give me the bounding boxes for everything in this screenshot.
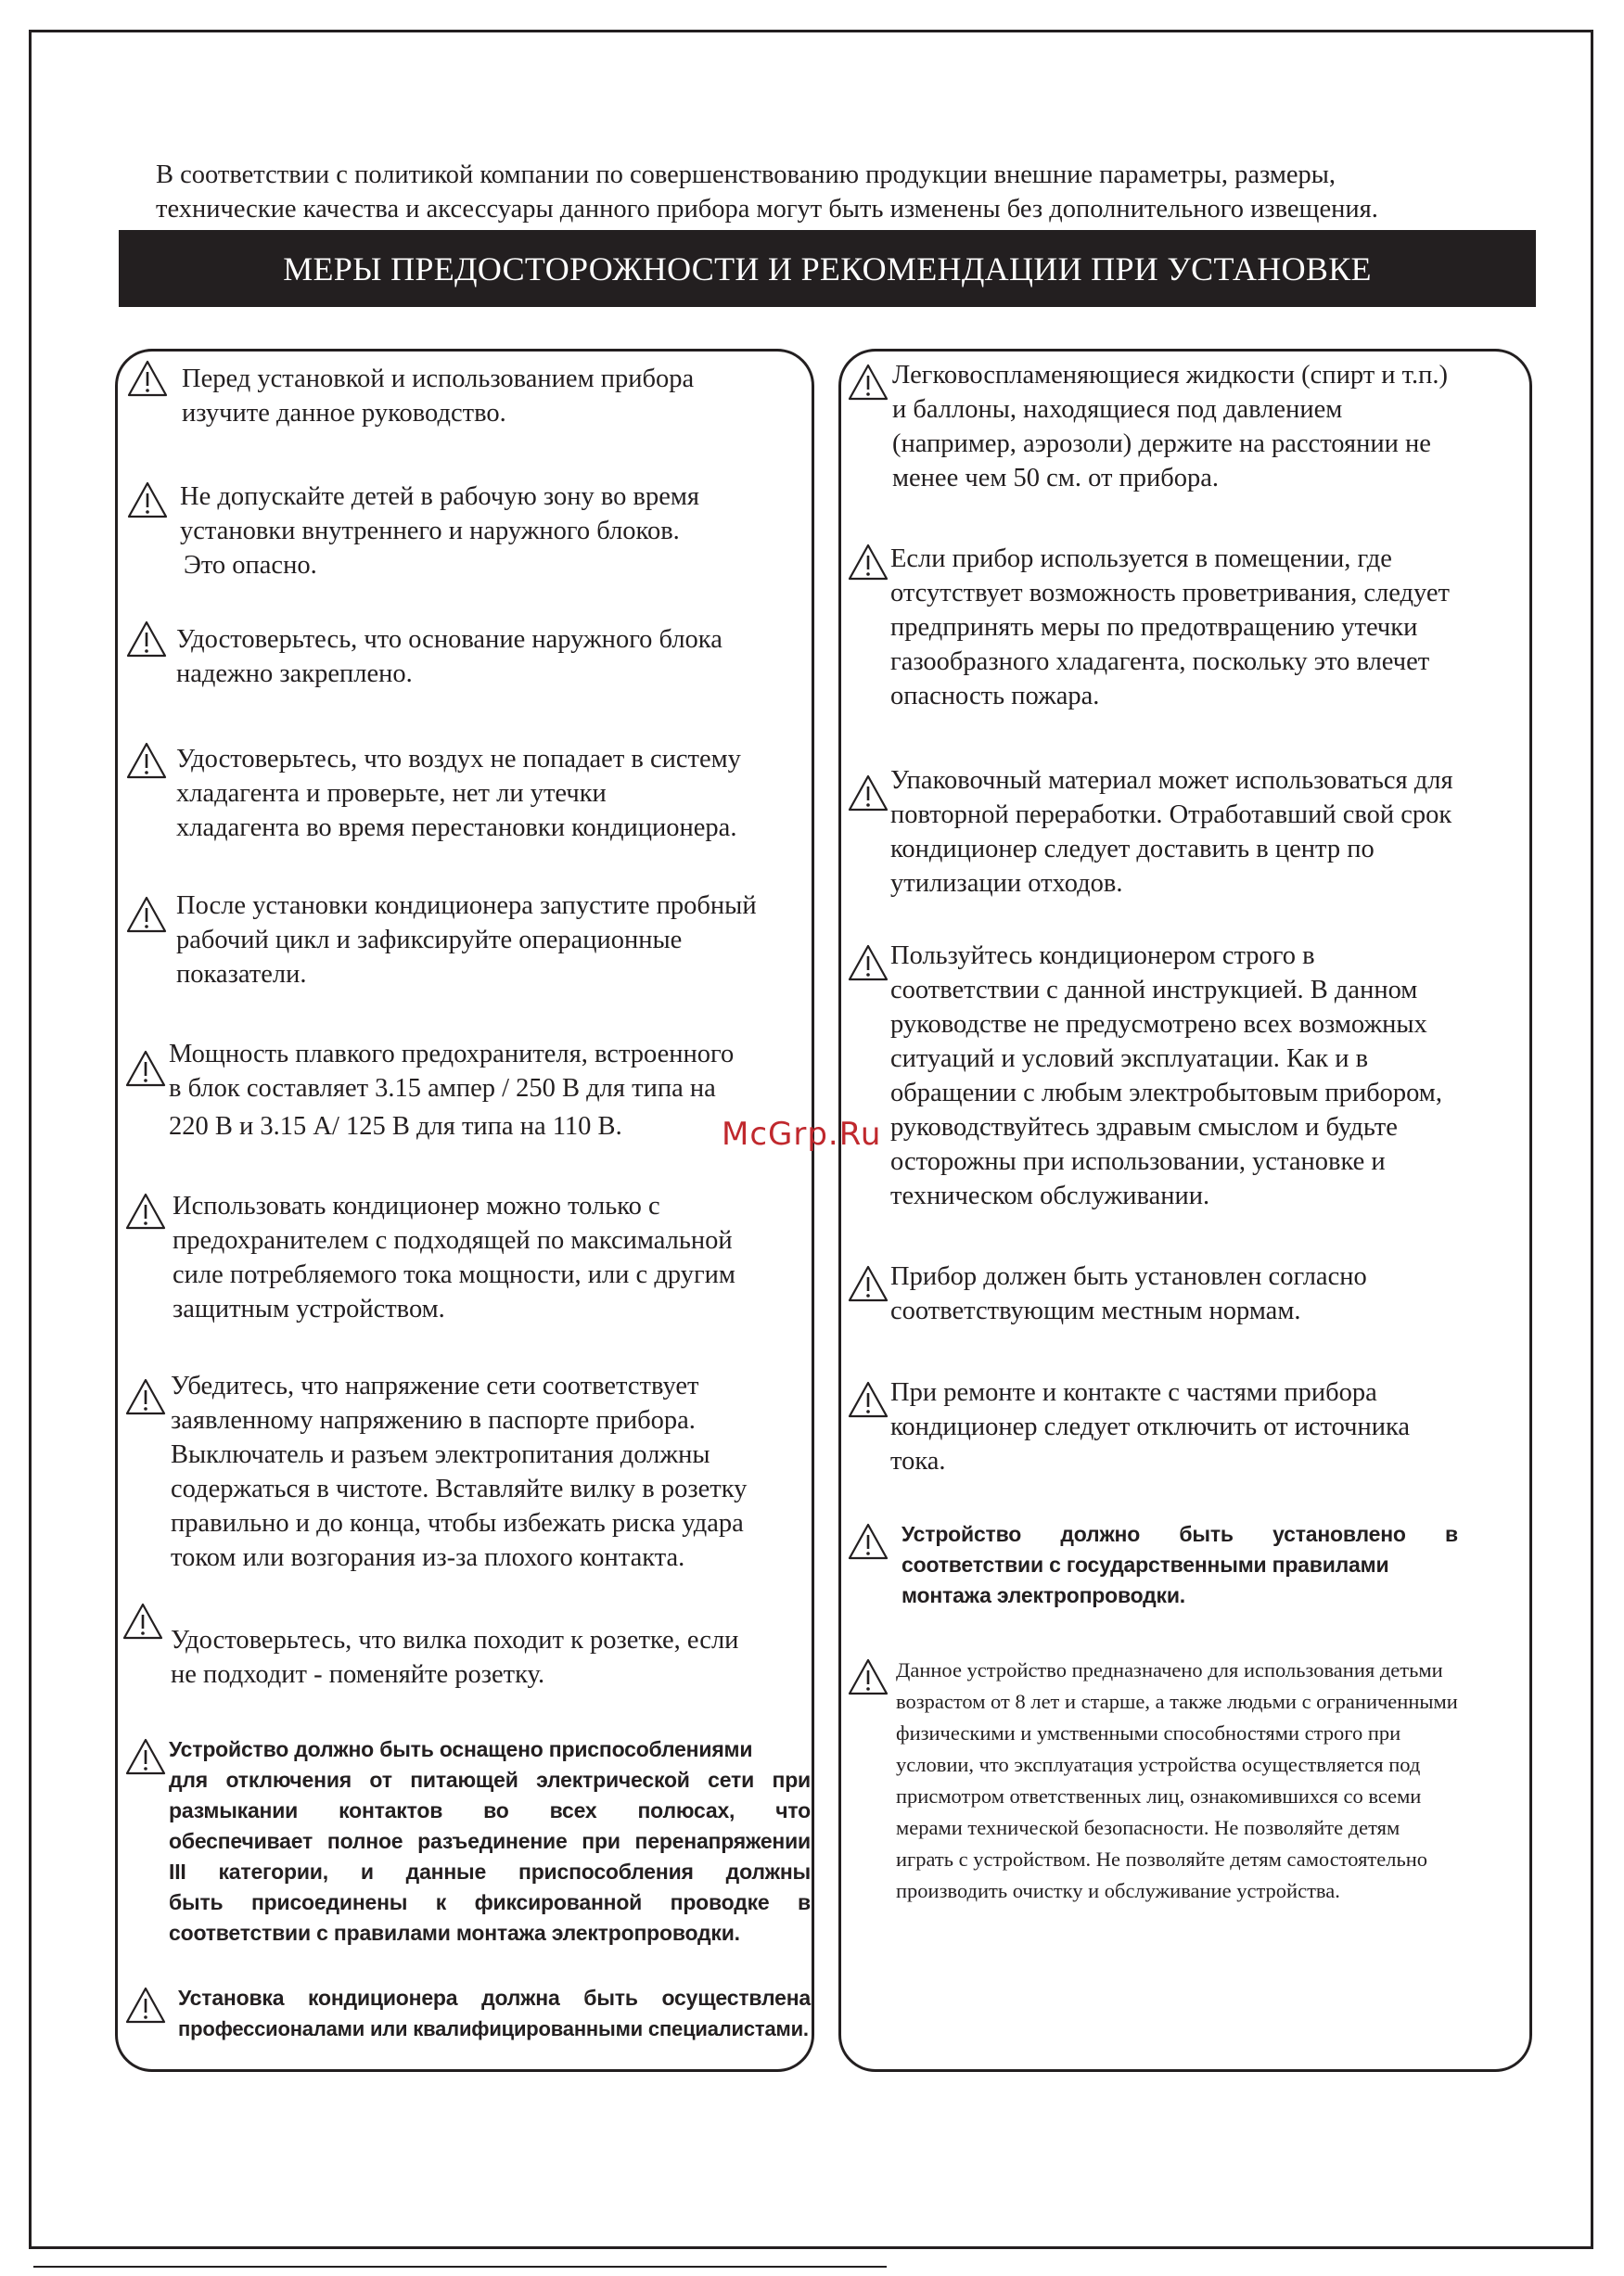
precaution-line: Прибор должен быть установлен согласно <box>890 1262 1367 1291</box>
precaution-line: защитным устройством. <box>173 1295 445 1323</box>
precaution-line: 220 В и 3.15 А/ 125 В для типа на 110 В. <box>169 1112 622 1141</box>
precaution-line: током или возгорания из-за плохого контакта. <box>171 1543 685 1572</box>
precaution-line: соответствии с правилами монтажа электропроводки. <box>169 1921 740 1945</box>
precaution-line: Упаковочный материал может использоваться для <box>890 766 1453 795</box>
warning-triangle-icon <box>126 742 167 779</box>
warning-triangle-icon <box>848 944 889 981</box>
precaution-line: руководстве не предусмотрено всех возможных <box>890 1010 1427 1039</box>
precaution-line: повторной переработки. Отработавший свой срок <box>890 800 1452 829</box>
warning-triangle-icon <box>125 1050 166 1087</box>
precaution-line: силе потребляемого тока мощности, или с другим <box>173 1260 735 1289</box>
precaution-line: Если прибор используется в помещении, где <box>890 544 1392 573</box>
precaution-line: играть с устройством. Не позволяйте детям самостоятельно <box>896 1848 1428 1871</box>
precaution-line: и баллоны, находящиеся под давлением <box>892 395 1343 424</box>
intro-line: В соответствии с политикой компании по совершенствованию продукции внешние параметры, размеры, <box>156 160 1336 189</box>
warning-triangle-icon <box>126 896 167 933</box>
precaution-line: тока. <box>890 1447 946 1476</box>
precaution-line: При ремонте и контакте с частями прибора <box>890 1378 1377 1407</box>
precaution-line: хладагента во время перестановки кондиционера. <box>176 813 737 842</box>
precaution-line: монтажа электропроводки. <box>902 1583 1185 1607</box>
warning-triangle-icon <box>848 1265 889 1302</box>
warning-triangle-icon <box>848 1658 889 1695</box>
precaution-line: обеспечивает полное разъединение при перенапряжении <box>169 1829 811 1853</box>
precaution-line: физическими и умственными способностями строго при <box>896 1721 1401 1745</box>
precaution-line: Пользуйтесь кондиционером строго в <box>890 941 1315 970</box>
precaution-line: кондиционер следует отключить от источника <box>890 1413 1411 1441</box>
precaution-line: Данное устройство предназначено для использования детьми <box>896 1658 1443 1681</box>
precaution-line: Удостоверьтесь, что вилка походит к розетке, если <box>171 1626 739 1655</box>
precaution-line: изучите данное руководство. <box>182 399 506 428</box>
intro-notice <box>156 158 1528 226</box>
warning-triangle-icon <box>848 1523 889 1560</box>
precaution-line: Не допускайте детей в рабочую зону во время <box>180 482 700 511</box>
precaution-line: предпринять меры по предотвращению утечки <box>890 613 1418 642</box>
precaution-line: кондиционер следует доставить в центр по <box>890 835 1375 863</box>
precaution-line: надежно закреплено. <box>176 659 413 688</box>
precaution-line: соответствии с государственными правилами <box>902 1553 1389 1577</box>
precaution-line: установки внутреннего и наружного блоков. <box>180 517 680 545</box>
precaution-line: Убедитесь, что напряжение сети соответствует <box>171 1372 699 1400</box>
precaution-line: Удостоверьтесь, что воздух не попадает в систему <box>176 745 741 774</box>
watermark: McGrp.Ru <box>722 1116 882 1153</box>
precaution-line: быть присоединены к фиксированной проводке в <box>169 1890 811 1914</box>
precaution-line: возрастом от 8 лет и старше, а также людьми с ограниченными <box>896 1690 1458 1713</box>
precaution-line: обращении с любым электробытовым прибором, <box>890 1079 1442 1107</box>
warning-triangle-icon <box>125 1378 166 1415</box>
precaution-line: III категории, и данные приспособления должны <box>169 1860 811 1884</box>
warning-triangle-icon <box>127 360 168 397</box>
precaution-line: утилизации отходов. <box>890 869 1123 898</box>
precaution-line: Удостоверьтесь, что основание наружного блока <box>176 625 722 654</box>
precaution-line: руководствуйтесь здравым смыслом и будьте <box>890 1113 1398 1142</box>
precaution-line: Мощность плавкого предохранителя, встроенного <box>169 1040 735 1068</box>
warning-triangle-icon <box>127 481 168 518</box>
warning-triangle-icon <box>848 364 889 401</box>
precaution-line: присмотром ответственных лиц, ознакомившихся со всеми <box>896 1784 1422 1808</box>
intro-line: технические качества и аксессуары данного прибора могут быть изменены без дополнительного извещения. <box>156 195 1378 224</box>
precaution-line: профессионалами или квалифицированными специалистами. <box>178 2017 809 2040</box>
precaution-line: условии, что эксплуатация устройства осуществляется под <box>896 1753 1421 1776</box>
precaution-line: опасность пожара. <box>890 682 1100 710</box>
warning-triangle-icon <box>848 1381 889 1418</box>
precaution-line: газообразного хладагента, поскольку это влечет <box>890 647 1430 676</box>
precaution-line: осторожны при использовании, установке и <box>890 1147 1386 1176</box>
precaution-line: Это опасно. <box>184 551 317 580</box>
precaution-line: (например, аэрозоли) держите на расстоянии не <box>892 429 1431 458</box>
warning-triangle-icon <box>848 774 889 812</box>
precaution-line: для отключения от питающей электрической сети при <box>169 1768 811 1792</box>
footer-rule <box>33 2266 887 2268</box>
precaution-line: размыкании контактов во всех полюсах, что <box>169 1798 811 1822</box>
warning-triangle-icon <box>122 1603 163 1640</box>
precaution-line: Установка кондиционера должна быть осуществлена <box>178 1986 811 2010</box>
precaution-line: мерами технической безопасности. Не позволяйте детям <box>896 1816 1400 1839</box>
precaution-line: правильно и до конца, чтобы избежать риска удара <box>171 1509 744 1538</box>
precaution-line: менее чем 50 см. от прибора. <box>892 464 1220 492</box>
warning-triangle-icon <box>848 543 889 581</box>
precaution-line: показатели. <box>176 960 307 989</box>
precaution-line: соответствующим местным нормам. <box>890 1297 1301 1325</box>
precaution-line: техническом обслуживании. <box>890 1182 1210 1210</box>
precaution-line: Устройство должно быть установлено в <box>902 1522 1458 1546</box>
precaution-line: Устройство должно быть оснащено приспособлениями <box>169 1737 753 1761</box>
precaution-line: Использовать кондиционер можно только с <box>173 1192 660 1221</box>
precaution-line: ситуаций и условий эксплуатации. Как и в <box>890 1044 1369 1073</box>
precaution-line: Выключатель и разъем электропитания должны <box>171 1440 710 1469</box>
precaution-line: отсутствует возможность проветривания, следует <box>890 579 1450 607</box>
precaution-line: хладагента и проверьте, нет ли утечки <box>176 779 607 808</box>
section-title: МЕРЫ ПРЕДОСТОРОЖНОСТИ И РЕКОМЕНДАЦИИ ПРИ УСТАНОВКЕ <box>283 249 1372 288</box>
precaution-line: соответствии с данной инструкцией. В данном <box>890 976 1418 1004</box>
warning-triangle-icon <box>125 1738 166 1775</box>
precaution-line: предохранителем с подходящей по максимальной <box>173 1226 733 1255</box>
precaution-line: Перед установкой и использованием прибора <box>182 364 695 393</box>
precaution-line: рабочий цикл и зафиксируйте операционные <box>176 926 683 954</box>
precaution-line: Легковоспламеняющиеся жидкости (спирт и т.п.) <box>892 361 1448 390</box>
precaution-line: не подходит - поменяйте розетку. <box>171 1660 545 1689</box>
precaution-line: производить очистку и обслуживание устройства. <box>896 1879 1340 1902</box>
precaution-line: содержаться в чистоте. Вставляйте вилку в розетку <box>171 1475 748 1503</box>
precaution-line: в блок составляет 3.15 ампер / 250 В для типа на <box>169 1074 716 1103</box>
precaution-line: заявленному напряжению в паспорте прибора. <box>171 1406 696 1435</box>
warning-triangle-icon <box>125 1987 166 2024</box>
warning-triangle-icon <box>125 1193 166 1230</box>
section-title-banner <box>119 230 1536 307</box>
warning-triangle-icon <box>126 620 167 658</box>
precaution-line: После установки кондиционера запустите пробный <box>176 891 757 920</box>
